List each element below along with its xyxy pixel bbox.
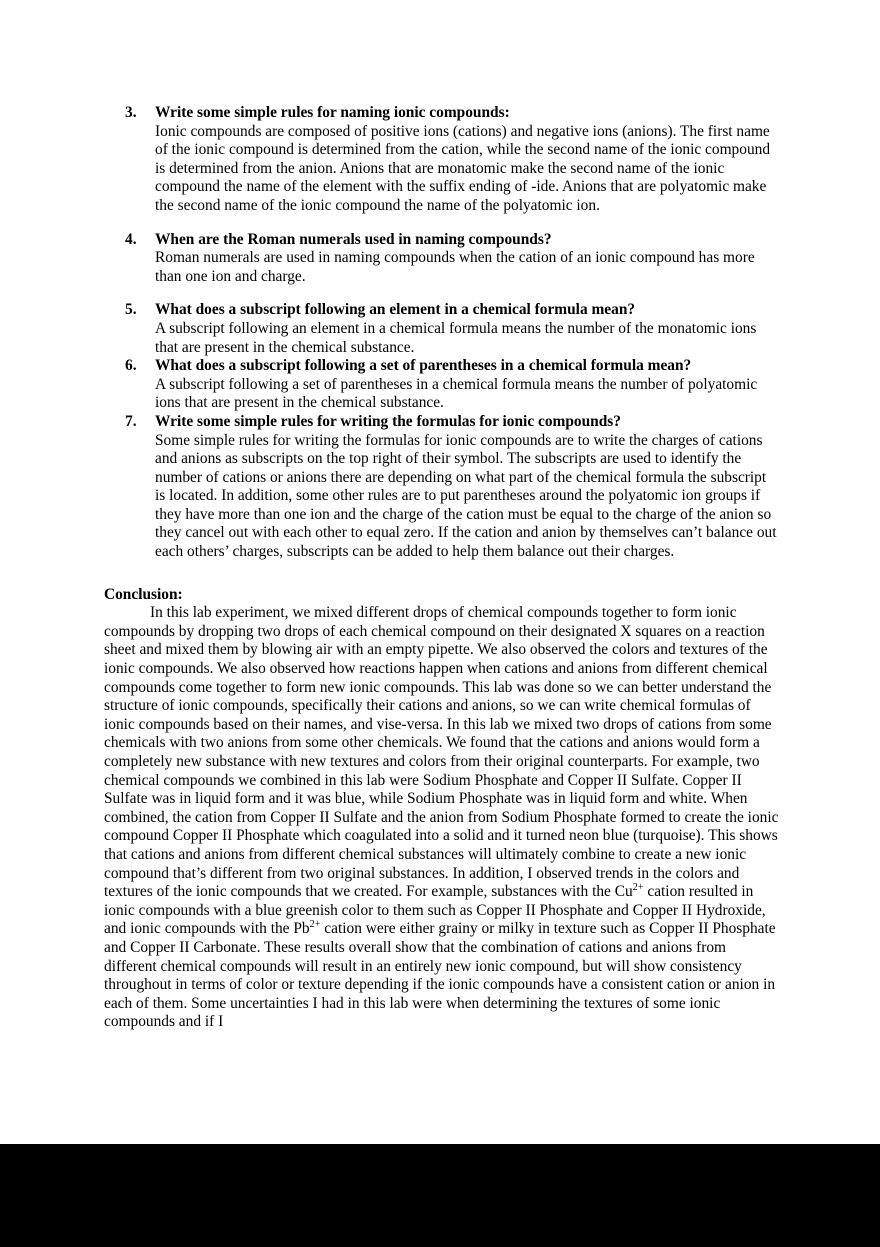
question-item-3 [104, 104, 780, 216]
question-title-7: Write some simple rules for writing the formulas for ionic compounds? [155, 412, 621, 430]
question-number-3: 3. [125, 104, 137, 121]
question-title-6: What does a subscript following a set of parentheses in a chemical formula mean? [155, 357, 692, 375]
question-answer-5: A subscript following an element in a chemical formula means the number of the monatomic ions that are present in the chemical substance. [155, 319, 757, 356]
conclusion-text-part-1: In this lab experiment, we mixed different drops of chemical compounds together to form ionic compounds by dropping two drops of each chemical compound on their designated X squares on a reaction sheet and mixed them by blowing air with an empty pipette. We also observed the colors and textures of the ionic compounds. We also observed how reactions happen when cations and anions from different chemical compounds come together to form new ionic compounds. This lab was done so we can better understand the structure of ionic compounds, specifically their cations and anions, so we can write chemical formulas of ionic compounds based on their names, and vise-versa. In this lab we mixed two drops of cations from some chemicals with two anions from some other chemicals. We found that the cations and anions would form a completely new substance with new textures and colors from their original counterparts. For example, two chemical compounds we combined in this lab were Sodium Phosphate and Copper II Sulfate. Copper II Sulfate was in liquid form and it was blue, while Sodium Phosphate was in liquid form and white. When combined, the cation from Copper II Sulfate and the anion from Sodium Phosphate formed to create the ionic compound Copper II Phosphate which coagulated into a solid and it turned neon blue (turquoise). This shows that cations and anions from different chemical substances will ultimately combine to create a new ionic compound that’s different from two original substances. In addition, I observed trends in the colors and textures of the ionic compounds that we created. For example, substances with the Cu [104, 604, 779, 901]
question-answer-7: Some simple rules for writing the formulas for ionic compounds are to write the charges of cations and anions as subscripts on the top right of their symbol. The subscripts are used to identify the number of cations or anions there are depending on what part of the chemical formula the subscript is located. In addition, some other rules are to put parentheses around the polyatomic ion groups if they have more than one ion and the charge of the cation must be equal to the charge of the anion so they cancel out with each other to equal zero. If the cation and anion by themselves can’t balance out each others’ charges, subscripts can be added to help them balance out their charges. [155, 431, 777, 561]
question-item-4 [104, 231, 780, 287]
conclusion-text-part-3: cation were either grainy or milky in texture such as Copper II Phosphate and Copper II Carbonate. These results overall show that the combination of cations and anions from different chemical compounds will result in an entirely new ionic compound, but will show consistency throughout in terms of color or texture depending if the ionic compounds have a consistent cation or anion in each of them. Some uncertainties I had in this lab were when determining the textures of some ionic compounds and if I [104, 920, 776, 1031]
question-answer-3: Ionic compounds are composed of positive ions (cations) and negative ions (anions). The first name of the ionic compound is determined from the cation, while the second name of the ionic compound is determined from the anion. Anions that are monatomic make the second name of the ionic compound the name of the element with the suffix ending of -ide. Anions that are polyatomic make the second name of the ionic compound the name of the polyatomic ion. [155, 122, 771, 214]
conclusion-text-part-2: cation resulted in ionic compounds with a blue greenish color to them such as Copper II Phosphate and Copper II Hydroxide, and ionic compounds with the Pb [104, 883, 766, 938]
question-number-5: 5. [125, 301, 137, 319]
conclusion-heading: Conclusion: [104, 585, 183, 603]
page-bottom-black-band [0, 1144, 880, 1247]
question-item-5 [104, 301, 780, 357]
question-list [104, 104, 780, 562]
question-answer-4: Roman numerals are used in naming compounds when the cation of an ionic compound has more than one ion and charge. [155, 249, 755, 285]
page-content [104, 104, 780, 1032]
question-title-3: Write some simple rules for naming ionic compounds: [155, 104, 510, 121]
conclusion-paragraph [104, 604, 780, 1032]
question-title-4: When are the Roman numerals used in naming compounds? [155, 230, 552, 248]
lead-ion-charge-superscript: 2+ [309, 919, 321, 931]
question-title-5: What does a subscript following an element in a chemical formula mean? [155, 301, 636, 319]
question-number-4: 4. [125, 230, 137, 248]
question-item-7 [104, 413, 780, 562]
question-number-6: 6. [125, 357, 137, 375]
question-item-6 [104, 357, 780, 413]
copper-ion-charge-superscript: 2+ [632, 882, 644, 894]
question-answer-6: A subscript following a set of parentheses in a chemical formula means the number of polyatomic ions that are present in the chemical substance. [155, 375, 758, 412]
question-number-7: 7. [125, 412, 137, 430]
